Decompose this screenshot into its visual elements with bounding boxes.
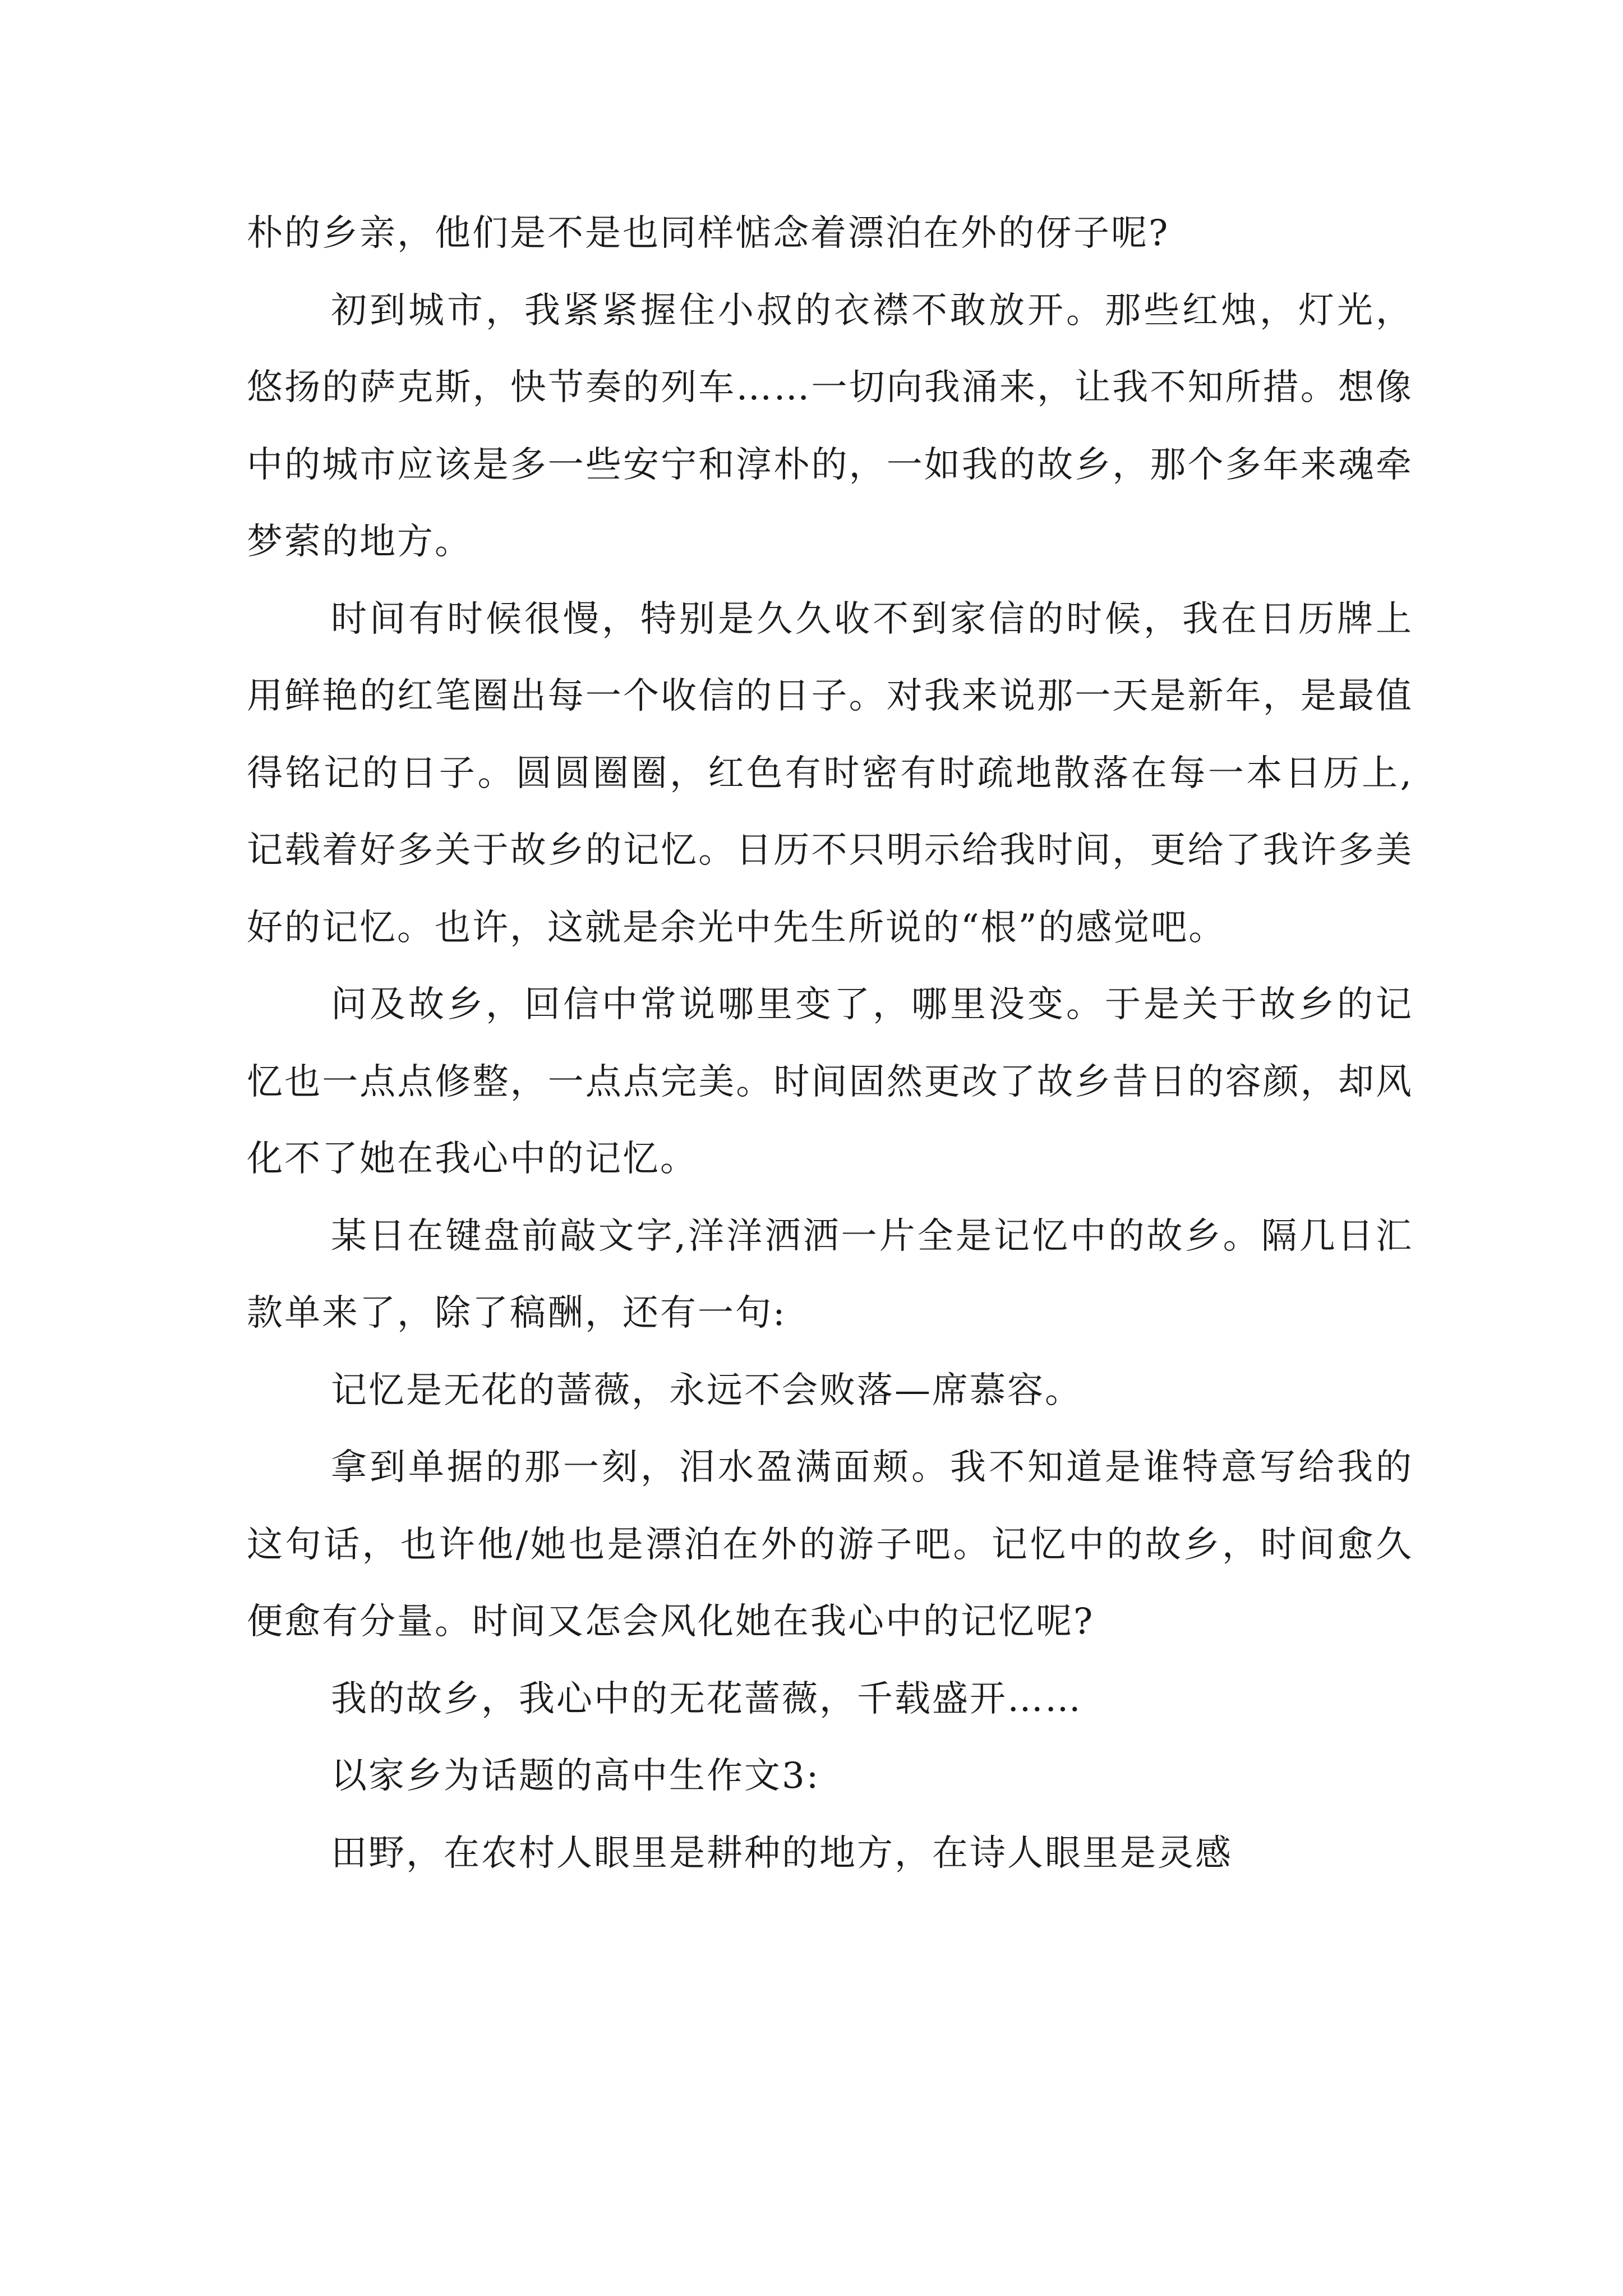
quote-paragraph: 记忆是无花的蔷薇，永远不会败落—席慕容。 <box>331 1369 1082 1411</box>
paragraph-1: 朴的乡亲，他们是不是也同样惦念着漂泊在外的伢子呢? <box>247 213 1170 254</box>
paragraph-8: 我的故乡，我心中的无花蔷薇，千载盛开…… <box>331 1678 1082 1720</box>
paragraph-2: 初到城市，我紧紧握住小叔的衣襟不敢放开。那些红烛，灯光，悠扬的萨克斯，快节奏的列车……一切向我涌来，让我不知所措。想像中的城市应该是多一些安宁和淳朴的，一如我的故乡，那个多年来魂牵梦萦的地方。 <box>247 289 1413 563</box>
paragraph-5: 某日在键盘前敲文字,洋洋洒洒一片全是记忆中的故乡。隔几日汇款单来了，除了稿酬，还有一句: <box>247 1215 1413 1334</box>
essay-body <box>247 195 1413 1892</box>
paragraph-10: 田野，在农村人眼里是耕种的地方，在诗人眼里是灵感 <box>331 1832 1233 1874</box>
paragraph-7: 拿到单据的那一刻，泪水盈满面颊。我不知道是谁特意写给我的这句话，也许他/她也是漂泊在外的游子吧。记忆中的故乡，时间愈久便愈有分量。时间又怎会风化她在我心中的记忆呢? <box>247 1447 1413 1642</box>
paragraph-4: 问及故乡，回信中常说哪里变了，哪里没变。于是关于故乡的记忆也一点点修整，一点点完美。时间固然更改了故乡昔日的容颜，却风化不了她在我心中的记忆。 <box>247 984 1413 1180</box>
paragraph-3: 时间有时候很慢，特别是久久收不到家信的时候，我在日历牌上用鲜艳的红笔圈出每一个收信的日子。对我来说那一天是新年，是最值得铭记的日子。圆圆圈圈，红色有时密有时疏地散落在每一本日历上,记载着好多关于故乡的记忆。日历不只明示给我时间，更给了我许多美好的记忆。也许，这就是余光中先生所说的“根”的感觉吧。 <box>247 598 1413 949</box>
section-heading: 以家乡为话题的高中生作文3: <box>331 1755 820 1797</box>
